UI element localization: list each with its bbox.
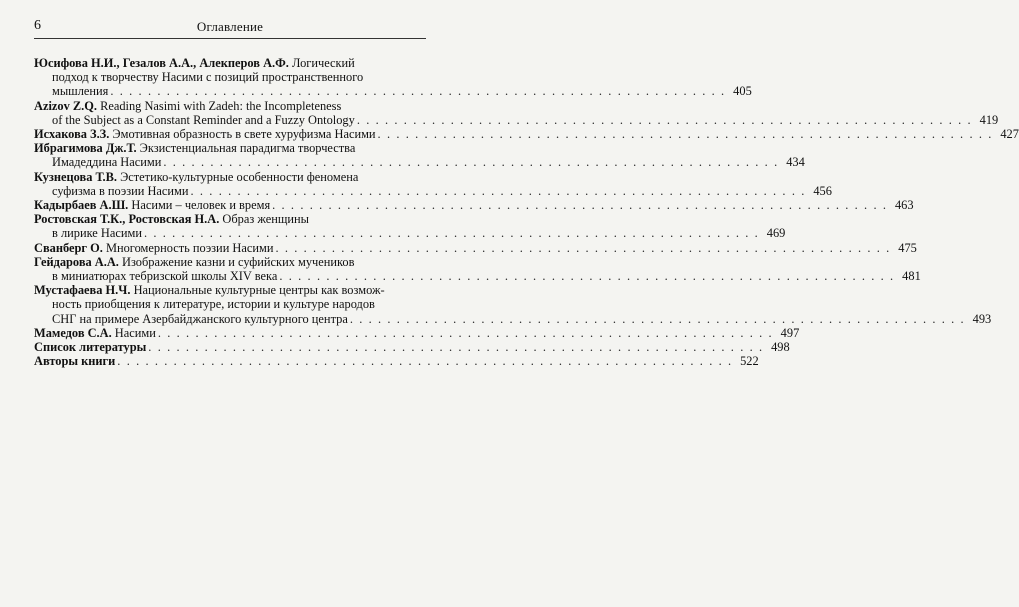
toc-page-number: 405 <box>733 84 752 99</box>
toc-author: Ростовская Т.К., Ростовская Н.А. <box>34 212 220 227</box>
toc-author: Исхакова З.З. <box>34 127 110 142</box>
toc-line-text <box>34 241 273 255</box>
toc-title-continued: в лирике Насими <box>52 226 142 241</box>
toc-title: Национальные культурные центры как возмож- <box>130 283 385 298</box>
toc-line <box>34 99 426 113</box>
toc-title-continued: of the Subject as a Constant Reminder and a Fuzzy Ontology <box>52 112 355 127</box>
toc-title: Эстетико-культурные особенности феномена <box>116 169 359 184</box>
toc-entry <box>34 212 786 241</box>
toc-line <box>34 255 426 269</box>
table-of-contents <box>34 56 1019 369</box>
toc-entry <box>34 127 1019 142</box>
toc-entry <box>34 198 914 213</box>
toc-page-number: 481 <box>902 269 921 284</box>
toc-page-number: 427 <box>1000 127 1019 142</box>
toc-line-text <box>34 326 156 340</box>
dot-leader: . . . . . . . . . . . . . . . . . . . . . . . . . . . . . . . . . . . . . . . . . . . . . . . . . . . . . . . . . . . . . . . . . . <box>275 240 891 255</box>
toc-line <box>34 212 426 226</box>
toc-line-text <box>52 312 348 326</box>
toc-line-text <box>52 113 355 127</box>
toc-author: Azizov Z.Q. <box>34 98 97 113</box>
toc-line <box>34 155 805 170</box>
toc-line-text <box>52 84 108 98</box>
toc-title: Эмотивная образность в свете хуруфизма Насими <box>109 127 376 142</box>
toc-line-text <box>34 340 146 354</box>
toc-section-title: Авторы книги <box>34 354 116 369</box>
toc-author: Юсифова Н.И., Гезалов А.А., Алекперов А.Ф. <box>34 56 289 70</box>
dot-leader: . . . . . . . . . . . . . . . . . . . . . . . . . . . . . . . . . . . . . . . . . . . . . . . . . . . . . . . . . . . . . . . . . . <box>148 340 764 355</box>
toc-line <box>34 240 917 255</box>
toc-title-continued: Имадеддина Насими <box>52 155 162 170</box>
toc-line <box>34 198 914 213</box>
toc-line-text <box>34 354 115 368</box>
toc-title: Логический <box>288 56 355 70</box>
toc-line <box>34 226 786 241</box>
toc-title: Reading Nasimi with Zadeh: the Incompleteness <box>96 98 342 113</box>
header-title: Оглавление <box>196 19 264 34</box>
dot-leader: . . . . . . . . . . . . . . . . . . . . . . . . . . . . . . . . . . . . . . . . . . . . . . . . . . . . . . . . . . . . . . . . . . <box>279 269 895 284</box>
running-header <box>34 16 426 39</box>
dot-leader: . . . . . . . . . . . . . . . . . . . . . . . . . . . . . . . . . . . . . . . . . . . . . . . . . . . . . . . . . . . . . . . . . . <box>190 183 806 198</box>
toc-line <box>34 354 759 369</box>
toc-page-number: 475 <box>898 240 917 255</box>
toc-line <box>34 283 426 297</box>
toc-line <box>34 340 790 355</box>
toc-entry <box>34 254 921 284</box>
toc-line <box>34 84 752 99</box>
toc-title: Многомерность поэзии Насими <box>102 240 274 255</box>
toc-line <box>34 141 426 155</box>
toc-line-text <box>52 269 277 283</box>
toc-page-number: 456 <box>813 183 832 198</box>
toc-title-continued: мышления <box>52 84 109 99</box>
toc-line <box>34 269 921 284</box>
toc-title-continued: подход к творчеству Насими с позиций пространственного <box>52 70 364 85</box>
toc-entry <box>34 169 832 198</box>
toc-author: Сванберг О. <box>34 240 103 255</box>
dot-leader: . . . . . . . . . . . . . . . . . . . . . . . . . . . . . . . . . . . . . . . . . . . . . . . . . . . . . . . . . . . . . . . . . . <box>356 112 973 127</box>
toc-line-text <box>52 155 161 169</box>
toc-author: Гейдарова А.А. <box>34 254 119 269</box>
toc-entry <box>34 240 917 255</box>
toc-title-continued: ность приобщения к литературе, истории и культуре народов <box>52 297 375 312</box>
toc-title: Изображение казни и суфийских мучеников <box>118 254 355 269</box>
dot-leader: . . . . . . . . . . . . . . . . . . . . . . . . . . . . . . . . . . . . . . . . . . . . . . . . . . . . . . . . . . . . . . . . . . <box>110 84 726 99</box>
toc-line <box>34 183 832 198</box>
toc-page-number: 497 <box>780 325 800 340</box>
toc-page-number: 498 <box>771 340 790 355</box>
toc-title: Образ женщины <box>219 212 309 227</box>
toc-entry <box>34 283 992 326</box>
toc-page-number: 493 <box>972 311 992 326</box>
toc-line <box>34 325 800 340</box>
toc-title: Насими <box>111 325 156 340</box>
toc-line <box>34 112 999 127</box>
toc-line-text <box>52 226 142 240</box>
toc-author: Мамедов С.А. <box>34 325 112 340</box>
toc-page-number: 522 <box>740 354 759 369</box>
toc-section <box>34 340 790 355</box>
toc-entry <box>34 56 752 99</box>
toc-entry <box>34 325 800 340</box>
toc-entry <box>34 98 999 127</box>
toc-page-number: 469 <box>766 226 786 241</box>
toc-author: Кадырбаев А.Ш. <box>34 198 129 213</box>
dot-leader: . . . . . . . . . . . . . . . . . . . . . . . . . . . . . . . . . . . . . . . . . . . . . . . . . . . . . . . . . . . . . . . . . . <box>272 198 888 213</box>
toc-line <box>34 311 992 326</box>
toc-section-title: Список литературы <box>34 340 147 355</box>
toc-line <box>34 170 426 184</box>
toc-line <box>34 56 426 70</box>
toc-line-text <box>34 198 270 212</box>
toc-title-continued: в миниатюрах тебризской школы XIV века <box>52 269 278 284</box>
toc-page-number: 419 <box>979 112 999 127</box>
toc-title-continued: СНГ на примере Азербайджанского культурного центра <box>52 311 348 326</box>
toc-title-continued: суфизма в поэзии Насими <box>52 183 189 198</box>
toc-title: Экзистенциальная парадигма творчества <box>136 141 356 156</box>
toc-line-text <box>34 127 376 141</box>
toc-line <box>34 127 1019 142</box>
dot-leader: . . . . . . . . . . . . . . . . . . . . . . . . . . . . . . . . . . . . . . . . . . . . . . . . . . . . . . . . . . . . . . . . . . <box>157 325 774 340</box>
toc-author: Мустафаева Н.Ч. <box>34 283 131 298</box>
toc-page-number: 463 <box>894 198 914 213</box>
toc-page-number: 434 <box>786 155 805 170</box>
toc-author: Ибрагимова Дж.Т. <box>34 141 137 156</box>
dot-leader: . . . . . . . . . . . . . . . . . . . . . . . . . . . . . . . . . . . . . . . . . . . . . . . . . . . . . . . . . . . . . . . . . . <box>117 354 733 369</box>
toc-line-text <box>52 184 189 198</box>
page-number: 6 <box>34 18 41 33</box>
dot-leader: . . . . . . . . . . . . . . . . . . . . . . . . . . . . . . . . . . . . . . . . . . . . . . . . . . . . . . . . . . . . . . . . . . <box>349 311 966 326</box>
toc-title: Насими – человек и время <box>128 198 271 213</box>
toc-author: Кузнецова Т.В. <box>34 169 117 184</box>
toc-entry <box>34 141 805 170</box>
dot-leader: . . . . . . . . . . . . . . . . . . . . . . . . . . . . . . . . . . . . . . . . . . . . . . . . . . . . . . . . . . . . . . . . . . <box>163 155 779 170</box>
dot-leader: . . . . . . . . . . . . . . . . . . . . . . . . . . . . . . . . . . . . . . . . . . . . . . . . . . . . . . . . . . . . . . . . . . <box>143 226 760 241</box>
dot-leader: . . . . . . . . . . . . . . . . . . . . . . . . . . . . . . . . . . . . . . . . . . . . . . . . . . . . . . . . . . . . . . . . . . <box>377 127 993 142</box>
toc-section <box>34 354 759 369</box>
